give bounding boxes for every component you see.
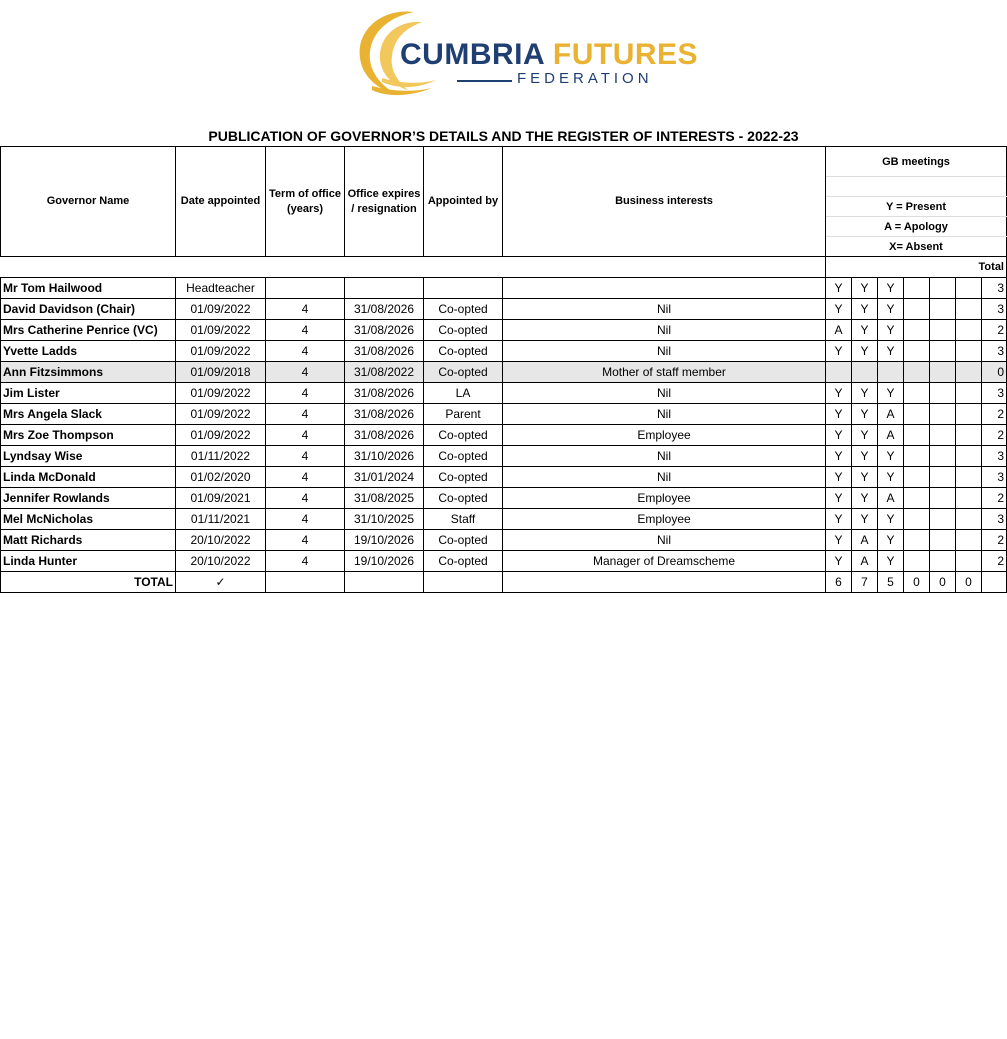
appointed-by: Co-opted xyxy=(424,425,503,446)
header-date-appointed: Date appointed xyxy=(176,147,266,257)
term-of-office: 4 xyxy=(266,299,345,320)
meeting-attendance: Y xyxy=(852,488,878,509)
term-of-office: 4 xyxy=(266,551,345,572)
governor-name: Mrs Catherine Penrice (VC) xyxy=(1,320,176,341)
table-row xyxy=(1,299,1007,320)
meeting-attendance xyxy=(904,425,930,446)
term-of-office: 4 xyxy=(266,362,345,383)
table-row xyxy=(1,425,1007,446)
business-interests: Nil xyxy=(503,467,826,488)
meeting-attendance xyxy=(904,551,930,572)
attendance-total: 3 xyxy=(982,509,1007,530)
meeting-attendance: Y xyxy=(826,278,852,299)
appointed-by: Co-opted xyxy=(424,362,503,383)
totals-empty xyxy=(266,572,345,593)
meeting-attendance: A xyxy=(852,551,878,572)
meeting-attendance xyxy=(956,299,982,320)
meeting-attendance: Y xyxy=(852,425,878,446)
meeting-attendance: A xyxy=(826,320,852,341)
office-expires: 31/08/2026 xyxy=(345,425,424,446)
meeting-attendance xyxy=(956,509,982,530)
gb-blank-row xyxy=(826,177,1007,197)
business-interests: Manager of Dreamscheme xyxy=(503,551,826,572)
meeting-total: 0 xyxy=(904,572,930,593)
table-row xyxy=(1,404,1007,425)
meeting-attendance xyxy=(930,341,956,362)
meeting-attendance xyxy=(852,362,878,383)
term-of-office: 4 xyxy=(266,488,345,509)
office-expires: 19/10/2026 xyxy=(345,551,424,572)
appointed-by: Co-opted xyxy=(424,488,503,509)
meeting-attendance: Y xyxy=(852,383,878,404)
table-row xyxy=(1,509,1007,530)
meeting-attendance xyxy=(930,530,956,551)
meeting-attendance xyxy=(904,404,930,425)
date-appointed: 01/09/2022 xyxy=(176,320,266,341)
header-expires: Office expires / resignation xyxy=(345,147,424,257)
appointed-by: Co-opted xyxy=(424,467,503,488)
attendance-total: 2 xyxy=(982,320,1007,341)
date-appointed: 01/11/2021 xyxy=(176,509,266,530)
meeting-attendance xyxy=(904,509,930,530)
governor-name: Linda Hunter xyxy=(1,551,176,572)
term-of-office: 4 xyxy=(266,530,345,551)
attendance-total: 3 xyxy=(982,467,1007,488)
meeting-attendance: Y xyxy=(878,509,904,530)
date-appointed: 01/09/2022 xyxy=(176,299,266,320)
attendance-total: 3 xyxy=(982,446,1007,467)
governor-name: David Davidson (Chair) xyxy=(1,299,176,320)
governor-name: Matt Richards xyxy=(1,530,176,551)
meeting-attendance xyxy=(956,488,982,509)
meeting-attendance: Y xyxy=(878,383,904,404)
meeting-attendance: Y xyxy=(826,509,852,530)
term-of-office: 4 xyxy=(266,446,345,467)
logo-wordmark: CUMBRIA FUTURES xyxy=(400,38,699,71)
meeting-attendance: Y xyxy=(826,404,852,425)
date-appointed: 01/09/2022 xyxy=(176,341,266,362)
date-appointed: 01/09/2022 xyxy=(176,404,266,425)
office-expires: 19/10/2026 xyxy=(345,530,424,551)
business-interests: Nil xyxy=(503,530,826,551)
business-interests: Employee xyxy=(503,509,826,530)
meeting-attendance xyxy=(904,299,930,320)
date-appointed: 01/02/2020 xyxy=(176,467,266,488)
appointed-by xyxy=(424,278,503,299)
logo-rule xyxy=(457,80,512,82)
meeting-attendance xyxy=(956,446,982,467)
business-interests: Nil xyxy=(503,299,826,320)
meeting-attendance: Y xyxy=(878,530,904,551)
table-row xyxy=(1,488,1007,509)
meeting-attendance: Y xyxy=(826,530,852,551)
governor-name: Mrs Zoe Thompson xyxy=(1,425,176,446)
date-appointed: 20/10/2022 xyxy=(176,551,266,572)
totals-empty xyxy=(345,572,424,593)
appointed-by: Co-opted xyxy=(424,530,503,551)
meeting-attendance xyxy=(826,362,852,383)
meeting-attendance: Y xyxy=(852,467,878,488)
meeting-attendance xyxy=(930,383,956,404)
meeting-attendance xyxy=(930,509,956,530)
totals-label: TOTAL xyxy=(1,572,176,593)
meeting-attendance xyxy=(930,467,956,488)
attendance-total: 0 xyxy=(982,362,1007,383)
key-present: Y = Present xyxy=(826,197,1007,217)
meeting-attendance xyxy=(930,404,956,425)
meeting-attendance xyxy=(956,362,982,383)
meeting-attendance: A xyxy=(878,404,904,425)
business-interests: Nil xyxy=(503,446,826,467)
meeting-attendance xyxy=(956,320,982,341)
appointed-by: Staff xyxy=(424,509,503,530)
attendance-total: 2 xyxy=(982,488,1007,509)
meeting-attendance: Y xyxy=(826,467,852,488)
business-interests: Nil xyxy=(503,383,826,404)
appointed-by: Co-opted xyxy=(424,341,503,362)
meeting-total: 0 xyxy=(956,572,982,593)
appointed-by: LA xyxy=(424,383,503,404)
header-business-interests: Business interests xyxy=(503,147,826,257)
attendance-total: 3 xyxy=(982,278,1007,299)
grand-total xyxy=(982,572,1007,593)
appointed-by: Co-opted xyxy=(424,446,503,467)
meeting-attendance xyxy=(930,551,956,572)
office-expires: 31/08/2026 xyxy=(345,320,424,341)
attendance-total: 2 xyxy=(982,425,1007,446)
meeting-attendance xyxy=(956,341,982,362)
attendance-total: 2 xyxy=(982,551,1007,572)
attendance-total: 2 xyxy=(982,404,1007,425)
term-of-office: 4 xyxy=(266,509,345,530)
meeting-attendance xyxy=(904,446,930,467)
term-of-office: 4 xyxy=(266,467,345,488)
meeting-attendance: Y xyxy=(852,341,878,362)
meeting-total: 7 xyxy=(852,572,878,593)
governor-name: Mel McNicholas xyxy=(1,509,176,530)
governor-name: Jim Lister xyxy=(1,383,176,404)
meeting-total: 5 xyxy=(878,572,904,593)
meeting-attendance xyxy=(904,320,930,341)
spacer-row xyxy=(1,257,826,278)
meeting-attendance xyxy=(904,467,930,488)
governor-name: Linda McDonald xyxy=(1,467,176,488)
table-row xyxy=(1,383,1007,404)
totals-checkmark: ✓ xyxy=(176,572,266,593)
date-appointed: 01/11/2022 xyxy=(176,446,266,467)
office-expires: 31/08/2026 xyxy=(345,341,424,362)
meeting-attendance xyxy=(956,278,982,299)
meeting-attendance: Y xyxy=(878,446,904,467)
meeting-attendance: Y xyxy=(826,446,852,467)
table-row xyxy=(1,467,1007,488)
meeting-attendance xyxy=(956,530,982,551)
office-expires: 31/10/2026 xyxy=(345,446,424,467)
office-expires: 31/08/2026 xyxy=(345,404,424,425)
office-expires: 31/08/2025 xyxy=(345,488,424,509)
federation-logo xyxy=(352,6,699,98)
table-row xyxy=(1,341,1007,362)
meeting-attendance xyxy=(930,362,956,383)
office-expires: 31/01/2024 xyxy=(345,467,424,488)
meeting-attendance xyxy=(930,320,956,341)
appointed-by: Co-opted xyxy=(424,320,503,341)
governor-name: Lyndsay Wise xyxy=(1,446,176,467)
office-expires: 31/10/2025 xyxy=(345,509,424,530)
meeting-attendance: Y xyxy=(878,278,904,299)
meeting-attendance xyxy=(956,467,982,488)
office-expires xyxy=(345,278,424,299)
governor-register-table xyxy=(0,146,1007,593)
meeting-attendance: Y xyxy=(878,467,904,488)
governor-name: Jennifer Rowlands xyxy=(1,488,176,509)
business-interests: Employee xyxy=(503,488,826,509)
term-of-office: 4 xyxy=(266,425,345,446)
meeting-attendance: Y xyxy=(826,551,852,572)
governor-name: Yvette Ladds xyxy=(1,341,176,362)
meeting-attendance: A xyxy=(878,425,904,446)
meeting-attendance: Y xyxy=(826,383,852,404)
term-of-office: 4 xyxy=(266,404,345,425)
attendance-total: 3 xyxy=(982,299,1007,320)
business-interests xyxy=(503,278,826,299)
meeting-attendance xyxy=(904,278,930,299)
meeting-attendance: A xyxy=(852,530,878,551)
meeting-attendance: Y xyxy=(826,341,852,362)
office-expires: 31/08/2022 xyxy=(345,362,424,383)
meeting-attendance: Y xyxy=(826,488,852,509)
header-total: Total xyxy=(826,257,1007,278)
governor-name: Mr Tom Hailwood xyxy=(1,278,176,299)
meeting-attendance xyxy=(878,362,904,383)
meeting-attendance: Y xyxy=(852,299,878,320)
business-interests: Nil xyxy=(503,404,826,425)
meeting-attendance: Y xyxy=(826,425,852,446)
date-appointed: Headteacher xyxy=(176,278,266,299)
meeting-attendance: Y xyxy=(878,299,904,320)
header-term: Term of office (years) xyxy=(266,147,345,257)
meeting-attendance xyxy=(930,488,956,509)
meeting-attendance xyxy=(956,425,982,446)
header-appointed-by: Appointed by xyxy=(424,147,503,257)
meeting-total: 6 xyxy=(826,572,852,593)
meeting-attendance xyxy=(904,362,930,383)
meeting-attendance xyxy=(956,383,982,404)
totals-row xyxy=(1,572,1007,593)
table-row xyxy=(1,278,1007,299)
date-appointed: 01/09/2018 xyxy=(176,362,266,383)
attendance-total: 3 xyxy=(982,383,1007,404)
table-row xyxy=(1,362,1007,383)
attendance-total: 3 xyxy=(982,341,1007,362)
term-of-office: 4 xyxy=(266,341,345,362)
appointed-by: Co-opted xyxy=(424,551,503,572)
table-row xyxy=(1,551,1007,572)
date-appointed: 01/09/2021 xyxy=(176,488,266,509)
governor-name: Mrs Angela Slack xyxy=(1,404,176,425)
meeting-attendance: Y xyxy=(878,320,904,341)
meeting-attendance xyxy=(956,551,982,572)
key-absent: X= Absent xyxy=(826,237,1007,257)
date-appointed: 20/10/2022 xyxy=(176,530,266,551)
meeting-attendance xyxy=(904,530,930,551)
header-gb-meetings: GB meetings xyxy=(826,147,1007,177)
document-title: PUBLICATION OF GOVERNOR’S DETAILS AND THE REGISTER OF INTERESTS - 2022-23 xyxy=(208,128,799,144)
meeting-attendance xyxy=(904,383,930,404)
office-expires: 31/08/2026 xyxy=(345,299,424,320)
term-of-office xyxy=(266,278,345,299)
meeting-attendance xyxy=(956,404,982,425)
meeting-attendance: Y xyxy=(878,341,904,362)
meeting-attendance: A xyxy=(878,488,904,509)
totals-empty xyxy=(503,572,826,593)
meeting-attendance: Y xyxy=(852,404,878,425)
meeting-attendance xyxy=(930,446,956,467)
appointed-by: Parent xyxy=(424,404,503,425)
header-governor-name: Governor Name xyxy=(1,147,176,257)
meeting-attendance: Y xyxy=(852,446,878,467)
meeting-attendance: Y xyxy=(826,299,852,320)
governor-name: Ann Fitzsimmons xyxy=(1,362,176,383)
meeting-attendance xyxy=(904,341,930,362)
date-appointed: 01/09/2022 xyxy=(176,425,266,446)
term-of-office: 4 xyxy=(266,383,345,404)
appointed-by: Co-opted xyxy=(424,299,503,320)
meeting-attendance xyxy=(930,299,956,320)
office-expires: 31/08/2026 xyxy=(345,383,424,404)
meeting-attendance: Y xyxy=(852,509,878,530)
meeting-attendance xyxy=(930,425,956,446)
term-of-office: 4 xyxy=(266,320,345,341)
table-row xyxy=(1,530,1007,551)
date-appointed: 01/09/2022 xyxy=(176,383,266,404)
business-interests: Nil xyxy=(503,320,826,341)
logo-subtitle: FEDERATION xyxy=(517,70,653,87)
table-row xyxy=(1,446,1007,467)
table-row xyxy=(1,320,1007,341)
key-apology: A = Apology xyxy=(826,217,1007,237)
totals-empty xyxy=(424,572,503,593)
business-interests: Mother of staff member xyxy=(503,362,826,383)
business-interests: Nil xyxy=(503,341,826,362)
meeting-total: 0 xyxy=(930,572,956,593)
meeting-attendance: Y xyxy=(852,278,878,299)
meeting-attendance xyxy=(930,278,956,299)
business-interests: Employee xyxy=(503,425,826,446)
meeting-attendance xyxy=(904,488,930,509)
attendance-total: 2 xyxy=(982,530,1007,551)
meeting-attendance: Y xyxy=(878,551,904,572)
meeting-attendance: Y xyxy=(852,320,878,341)
